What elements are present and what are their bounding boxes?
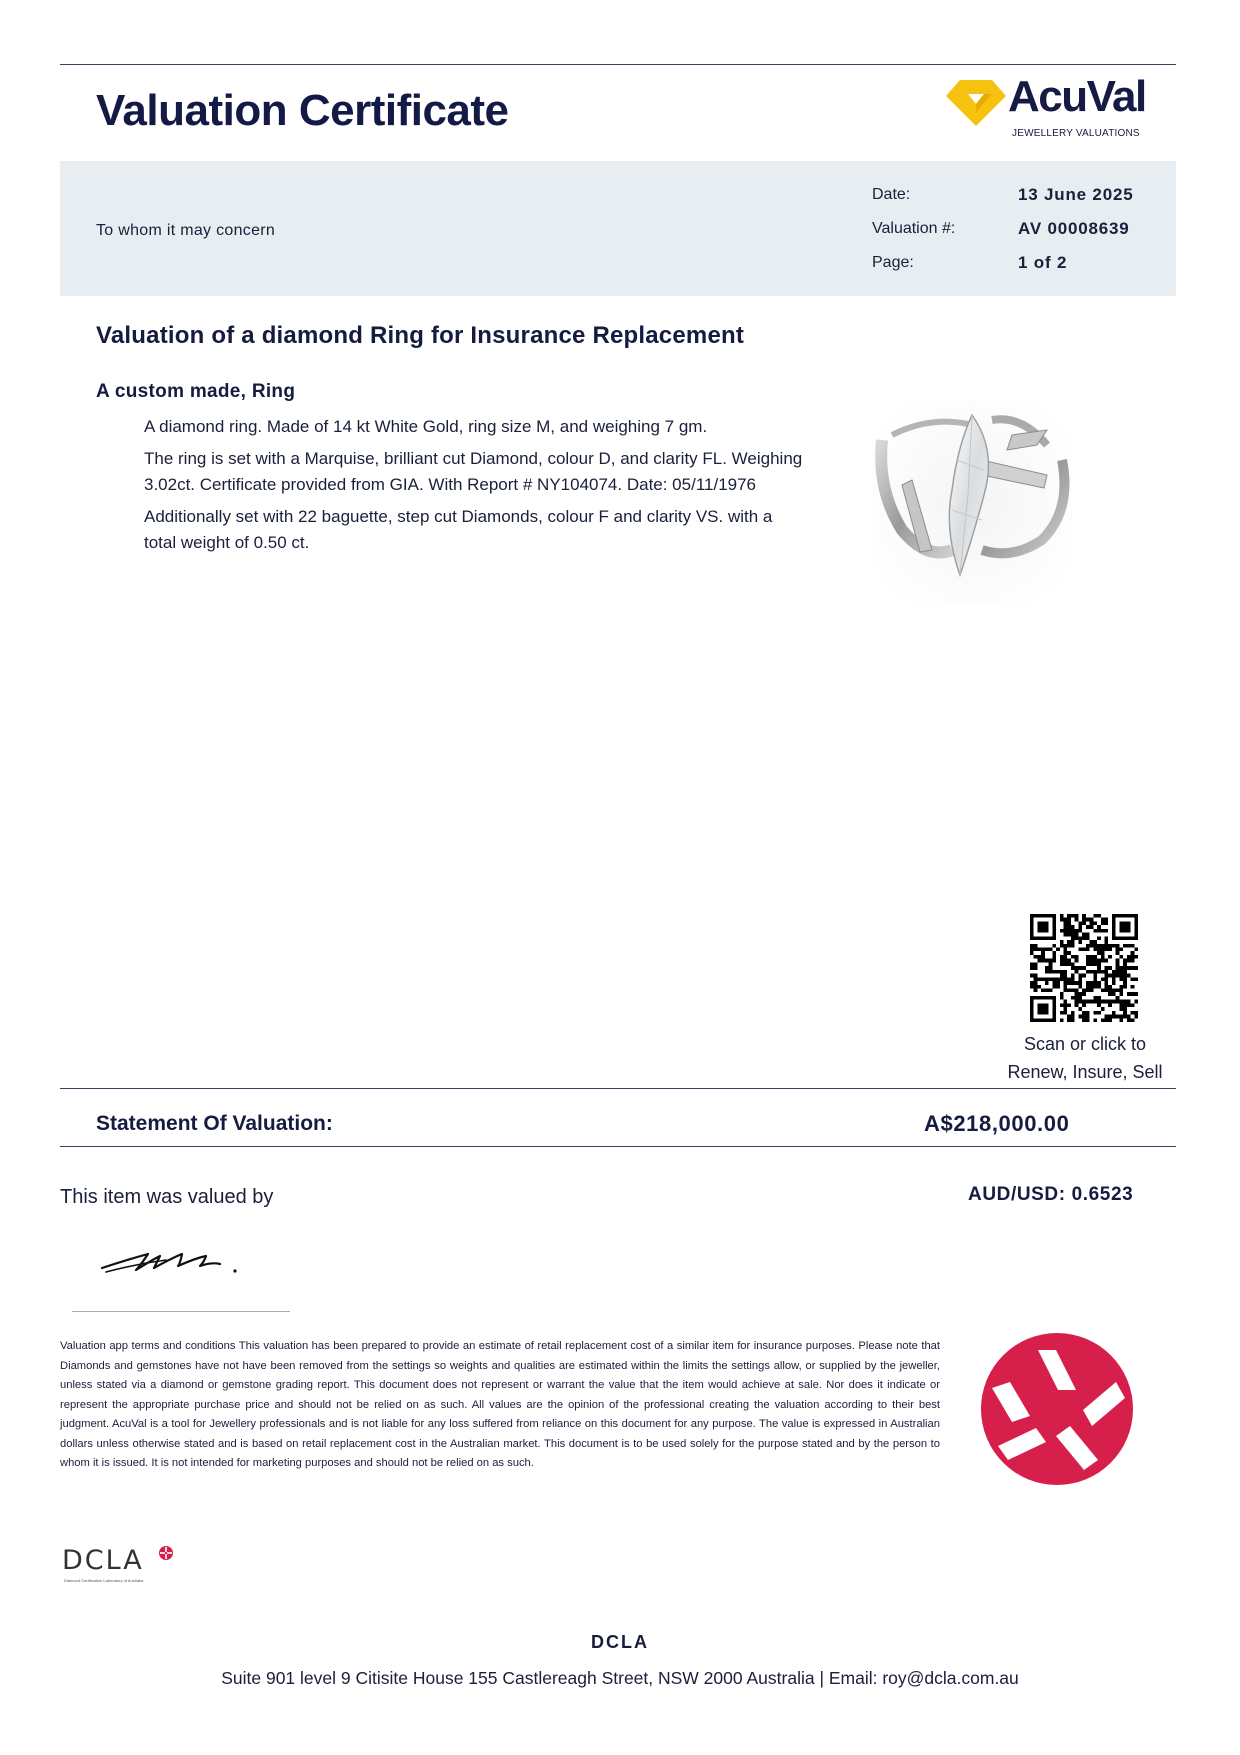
dcla-wordmark: DCLA [62, 1545, 144, 1576]
ring-photo [872, 400, 1072, 605]
page-value: 1 of 2 [1018, 253, 1068, 272]
description-paragraph: The ring is set with a Marquise, brilliant cut Diamond, colour D, and clarity FL. Weighing 3.02ct. Certificate provided from GIA. With Report # NY104074. Date: 05/11/1976 [144, 449, 803, 494]
page-title: Valuation Certificate [96, 86, 509, 135]
statement-top-rule [60, 1088, 1176, 1089]
valuer-signature [96, 1232, 246, 1282]
terms-and-conditions: Valuation app terms and conditions This valuation has been prepared to provide an estimate of retail replacement cost of a similar item for insurance purposes. Please note that Diamonds and gemstones have not have been removed from the settings so weights and qualities are estimated within the limits the settings allow, or supplied by the jeweller, unless stated via a diamond or gemstone grading report. This document does not represent or warrant the value that the item would achieve at sale. Nor does it indicate or represent the appropriate purchase price and should not be relied on as such. All values are the opinion of the professional creating the valuation according to their best judgment. AcuVal is a tool for Jewellery professionals and is not liable for any loss suffered from reliance on this document for any purpose. The value is expressed in Australian dollars unless otherwise stated and is based on retail replacement cost in the Australian market. This document is to be used solely for the purpose stated and by the person to whom it is issued. It is not intended for marketing purposes and should not be relied on as such. [60, 1340, 940, 1469]
statement-bottom-rule [60, 1146, 1176, 1147]
date-label: Date: [872, 186, 911, 203]
statement-value: A$218,000.00 [924, 1111, 1070, 1136]
valuation-number-value: AV 00008639 [1018, 219, 1130, 238]
footer-organization: DCLA [591, 1632, 649, 1652]
acuval-wordmark: AcuVal [1008, 72, 1146, 121]
acuval-diamond-icon [946, 78, 1008, 130]
dcla-tagline: Diamond Certification Laboratory of Australia [64, 1578, 144, 1583]
signature-line [72, 1311, 290, 1312]
acuval-logo [946, 72, 1156, 148]
date-value: 13 June 2025 [1018, 185, 1134, 204]
acuval-subtitle: JEWELLERY VALUATIONS [1012, 128, 1140, 139]
valued-by-label: This item was valued by [60, 1186, 274, 1208]
description-paragraph: Additionally set with 22 baguette, step cut Diamonds, colour F and clarity VS. with a total weight of 0.50 ct. [144, 507, 773, 552]
top-rule [60, 64, 1176, 65]
footer-address: Suite 901 level 9 Citisite House 155 Castlereagh Street, NSW 2000 Australia | Email: roy@dcla.com.au [221, 1668, 1019, 1688]
qr-caption [990, 1030, 1180, 1086]
dcla-logo [62, 1545, 182, 1585]
section-heading: Valuation of a diamond Ring for Insurance Replacement [96, 322, 745, 349]
valuation-number-label: Valuation #: [872, 220, 956, 237]
description-paragraph: A diamond ring. Made of 14 kt White Gold, ring size M, and weighing 7 gm. [144, 417, 708, 436]
item-description [144, 414, 804, 562]
seal-center [1043, 1395, 1071, 1423]
addressee: To whom it may concern [96, 222, 276, 239]
item-title: A custom made, Ring [96, 381, 296, 402]
qr-caption-line: Renew, Insure, Sell [1007, 1062, 1163, 1082]
exchange-rate: AUD/USD: 0.6523 [968, 1184, 1134, 1205]
qr-caption-line: Scan or click to [1023, 1034, 1147, 1054]
page-label: Page: [872, 254, 914, 271]
statement-label: Statement Of Valuation: [96, 1112, 333, 1135]
qr-code[interactable] [1030, 914, 1138, 1022]
dcla-flower-icon [158, 1545, 174, 1561]
certification-seal [980, 1332, 1134, 1486]
